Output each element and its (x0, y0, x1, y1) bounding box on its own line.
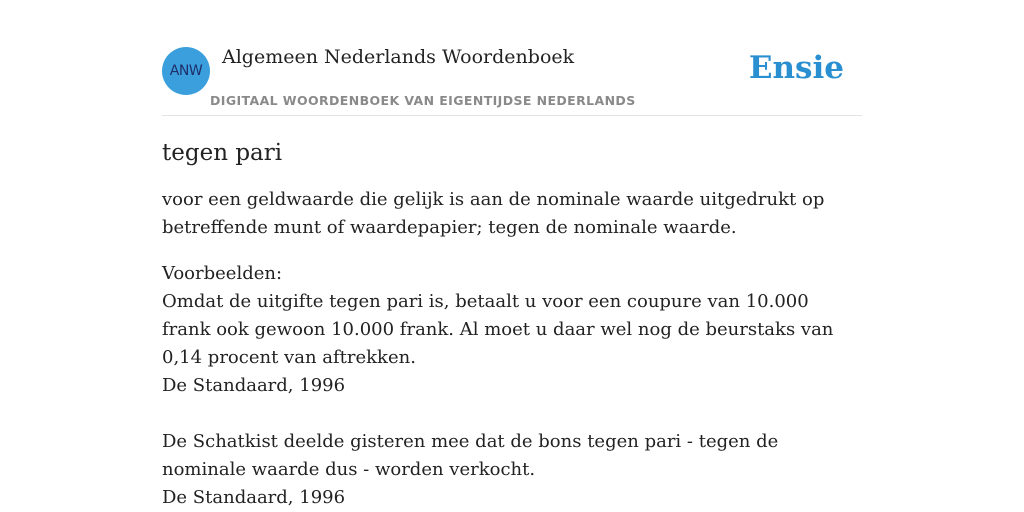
example-item (162, 288, 862, 400)
entry-headword: tegen pari (162, 140, 283, 166)
example-text: Omdat de uitgifte tegen pari is, betaalt u voor een coupure van 10.000 frank ook gewoon 10.000 frank. Al moet u daar wel nog de beurstaks van 0,14 procent van aftrekken. (162, 291, 834, 368)
entry-definition: voor een geldwaarde die gelijk is aan de nominale waarde uitgedrukt op betreffende munt of waardepapier; tegen de nominale waarde. (162, 189, 825, 238)
example-source: De Standaard, 1996 (162, 487, 346, 508)
examples-label: Voorbeelden: (162, 263, 283, 284)
example-source: De Standaard, 1996 (162, 375, 346, 396)
anw-logo[interactable]: ANW (162, 47, 210, 95)
example-item (162, 428, 862, 512)
entry-content (162, 136, 862, 512)
site-title: Algemeen Nederlands Woordenboek (222, 46, 575, 68)
site-subtitle: DIGITAAL WOORDENBOEK VAN EIGENTIJDSE NEDERLANDS (210, 93, 636, 108)
ensie-brand-link[interactable]: Ensie (748, 50, 844, 86)
example-text: De Schatkist deelde gisteren mee dat de bons tegen pari - tegen de nominale waarde dus - worden verkocht. (162, 431, 779, 480)
site-header (162, 38, 862, 116)
